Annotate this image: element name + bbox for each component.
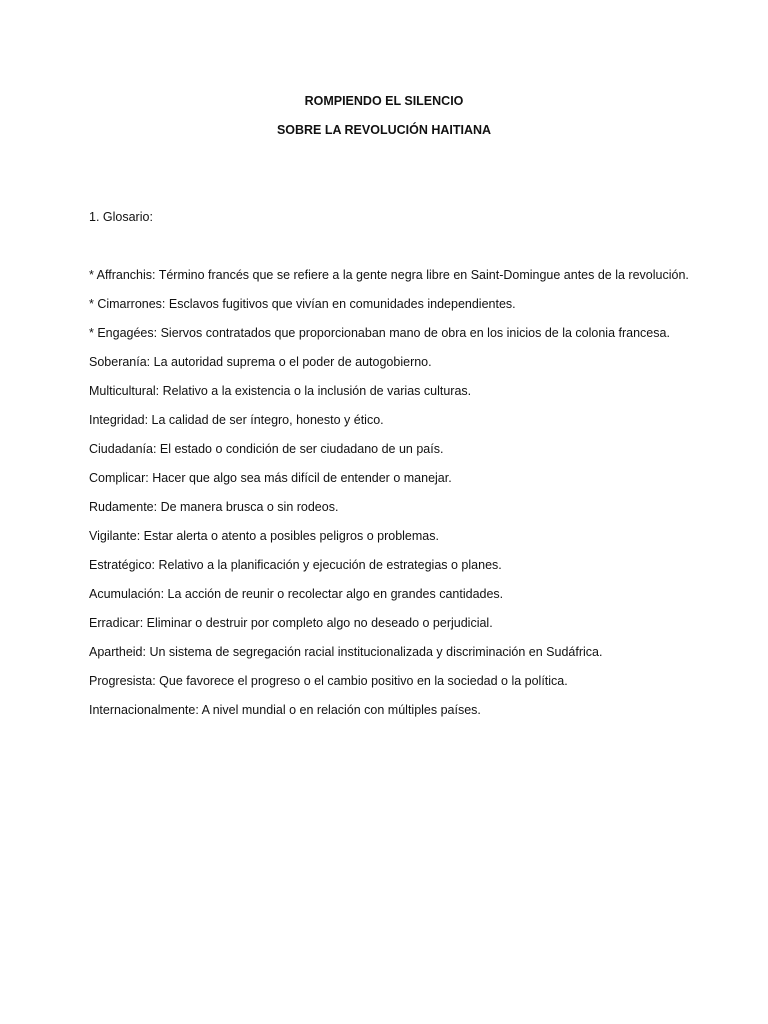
glossary-entry-multicultural: Multicultural: Relativo a la existencia o la inclusión de varias culturas. [89, 384, 472, 398]
glossary-entry-cimarrones: * Cimarrones: Esclavos fugitivos que vivían en comunidades independientes. [89, 297, 516, 311]
glossary-entry-apartheid: Apartheid: Un sistema de segregación racial institucionalizada y discriminación en Sudáfrica. [89, 645, 603, 659]
glossary-entry-affranchis: * Affranchis: Término francés que se refiere a la gente negra libre en Saint-Domingue antes de la revolución. [89, 268, 689, 282]
glossary-entry-soberania: Soberanía: La autoridad suprema o el poder de autogobierno. [89, 355, 432, 369]
glossary-entry-erradicar: Erradicar: Eliminar o destruir por completo algo no deseado o perjudicial. [89, 616, 493, 630]
glossary-entry-internacionalmente: Internacionalmente: A nivel mundial o en relación con múltiples países. [89, 703, 481, 717]
glossary-list [89, 266, 689, 730]
glossary-entry-rudamente: Rudamente: De manera brusca o sin rodeos. [89, 500, 339, 514]
glossary-entry-engagees: * Engagées: Siervos contratados que proporcionaban mano de obra en los inicios de la colonia francesa. [89, 326, 670, 340]
glossary-entry-estrategico: Estratégico: Relativo a la planificación y ejecución de estrategias o planes. [89, 558, 502, 572]
glossary-entry-ciudadania: Ciudadanía: El estado o condición de ser ciudadano de un país. [89, 442, 444, 456]
section-heading: 1. Glosario: [89, 210, 153, 224]
glossary-entry-integridad: Integridad: La calidad de ser íntegro, honesto y ético. [89, 413, 384, 427]
glossary-entry-progresista: Progresista: Que favorece el progreso o el cambio positivo en la sociedad o la política. [89, 674, 568, 688]
glossary-entry-acumulacion: Acumulación: La acción de reunir o recolectar algo en grandes cantidades. [89, 587, 504, 601]
glossary-entry-vigilante: Vigilante: Estar alerta o atento a posibles peligros o problemas. [89, 529, 439, 543]
document-title: ROMPIENDO EL SILENCIO [304, 94, 464, 108]
glossary-entry-complicar: Complicar: Hacer que algo sea más difícil de entender o manejar. [89, 471, 452, 485]
document-subtitle: SOBRE LA REVOLUCIÓN HAITIANA [276, 123, 492, 137]
